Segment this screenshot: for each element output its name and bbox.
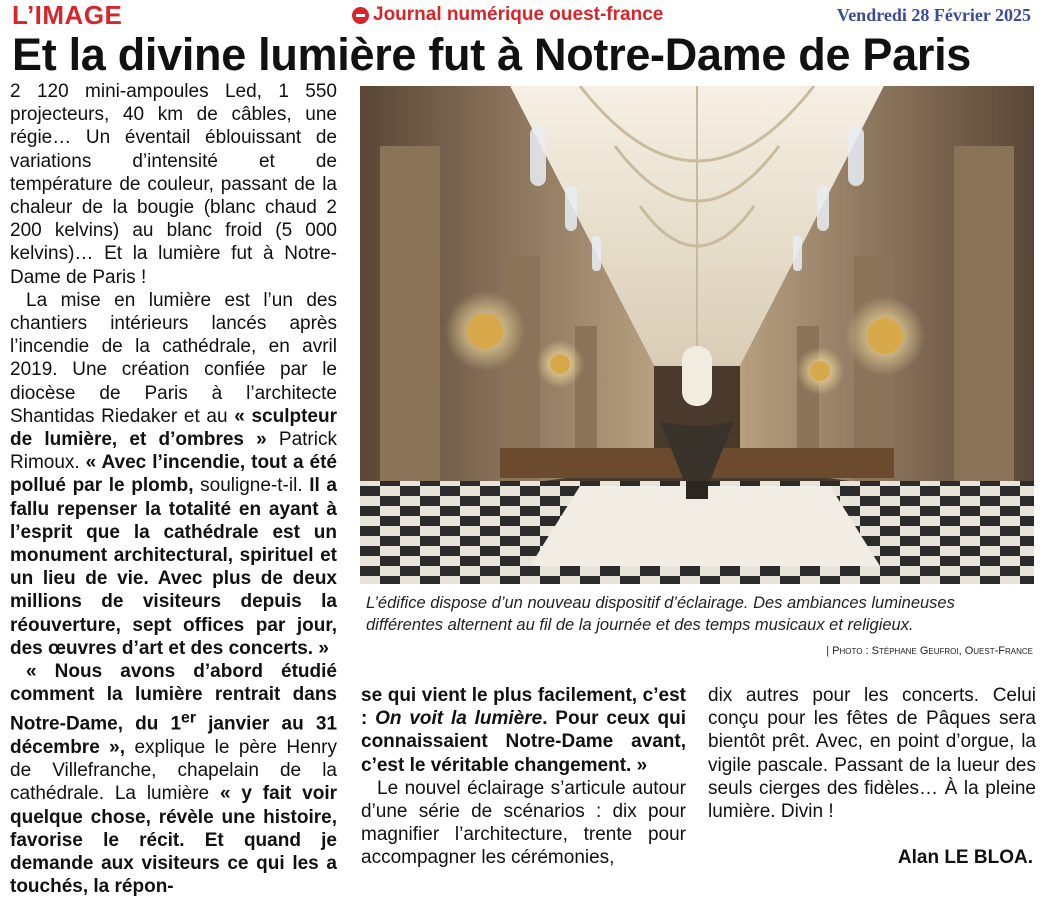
superscript: er: [181, 709, 197, 727]
paragraph-study-start: [10, 660, 337, 898]
quote-bold: . Pour ceux qui connaissaient Notre-Dame avant, c’est le véritable changement. »: [361, 708, 687, 776]
cathedral-interior-illustration: [360, 86, 1034, 584]
quote-bold: janvier au 31 décembre »,: [10, 713, 338, 759]
photo-credit: | Photo : Stéphane Geufroi, Ouest-France: [826, 645, 1033, 657]
paragraph-study-cont: [361, 684, 686, 777]
text-run: La mise en lumière est l’un des chantiers intérieurs lancés après l’incendie de la cathédrale, en avril 2019. Une création confiée par le diocèse de Paris à l’architecte Shantidas Riedaker et au: [10, 289, 337, 427]
quote-bold-cont: « y fait voir quelque chose, révèle une histoire, favorise le récit. Et quand je demande aux visiteurs ce qui les a touchés, la répon-: [10, 783, 337, 898]
quote-bold: « Nous avons d’abord étudié comment la lumière rentrait dans Notre-Dame, du 1: [10, 661, 337, 735]
quote-bold: Il a fallu repenser la totalité en ayant à l’esprit que la cathédrale est un monument architectural, spirituel et un lieu de vie. Avec plus de deux millions de visiteurs depuis la réouverture, sept offices par jour, des œuvres d’art et des concerts. »: [10, 475, 337, 659]
paragraph-scenarios: Le nouvel éclairage s’articule autour d’une série de scénarios : dix pour magnifier l’architecture, trente pour accompagner les cérémonies,: [361, 777, 686, 869]
article-headline: Et la divine lumière fut à Notre-Dame de Paris: [12, 29, 971, 80]
paragraph-scenarios-cont: dix autres pour les concerts. Celui conçu pour les fêtes de Pâques sera bientôt prêt. Avec, en point d’orgue, la vigile pascale. Passant de la lueur des seuls cierges des fidèles… À la pleine lumière. Divin !: [708, 685, 1036, 823]
ouest-france-logo-icon: [352, 7, 369, 24]
photo-caption: L’édifice dispose d’un nouveau dispositif d’éclairage. Des ambiances lumineuses différentes alternent au fil de la journée et des temps musicaux et religieux.: [366, 594, 955, 634]
article-column-2: [361, 684, 686, 870]
text-run: Patrick Rimoux.: [10, 429, 337, 474]
journal-label: Journal numérique ouest-france: [373, 4, 664, 25]
article-column-1: [10, 80, 337, 898]
page-header: [0, 0, 1045, 32]
paragraph-lighting-project: [10, 289, 337, 660]
article-author: Alan LE BLOA.: [897, 847, 1033, 868]
rubric-label: L’IMAGE: [12, 0, 123, 30]
journal-name: [352, 4, 663, 26]
text-run: explique le père Henry de Villefranche, chapelain de la cathédrale. La lumière: [10, 737, 337, 805]
paragraph-intro: 2 120 mini-ampoules Led, 1 550 projecteurs, 40 km de câbles, une régie… Un éventail éblouissant de variations d’intensité et de température de couleur, passant de la chaleur de la bougie (blanc chaud 2 200 kelvins) au blanc froid (5 000 kelvins)… Et la lumière fut à Notre-Dame de Paris !: [10, 81, 337, 288]
quote-bold: se qui vient le plus facilement, c’est :: [361, 685, 686, 730]
publication-date: Vendredi 28 Février 2025: [836, 5, 1031, 25]
article-column-3: [708, 684, 1036, 823]
quote-bold: « Avec l’incendie, tout a été pollué par le plomb,: [10, 452, 337, 497]
quote-italic: On voit la lumière: [375, 708, 543, 730]
cathedral-photo: [360, 86, 1034, 584]
quote-bold: « sculpteur de lumière, et d’ombres »: [10, 405, 337, 451]
text-run: souligne-t-il.: [193, 475, 310, 497]
